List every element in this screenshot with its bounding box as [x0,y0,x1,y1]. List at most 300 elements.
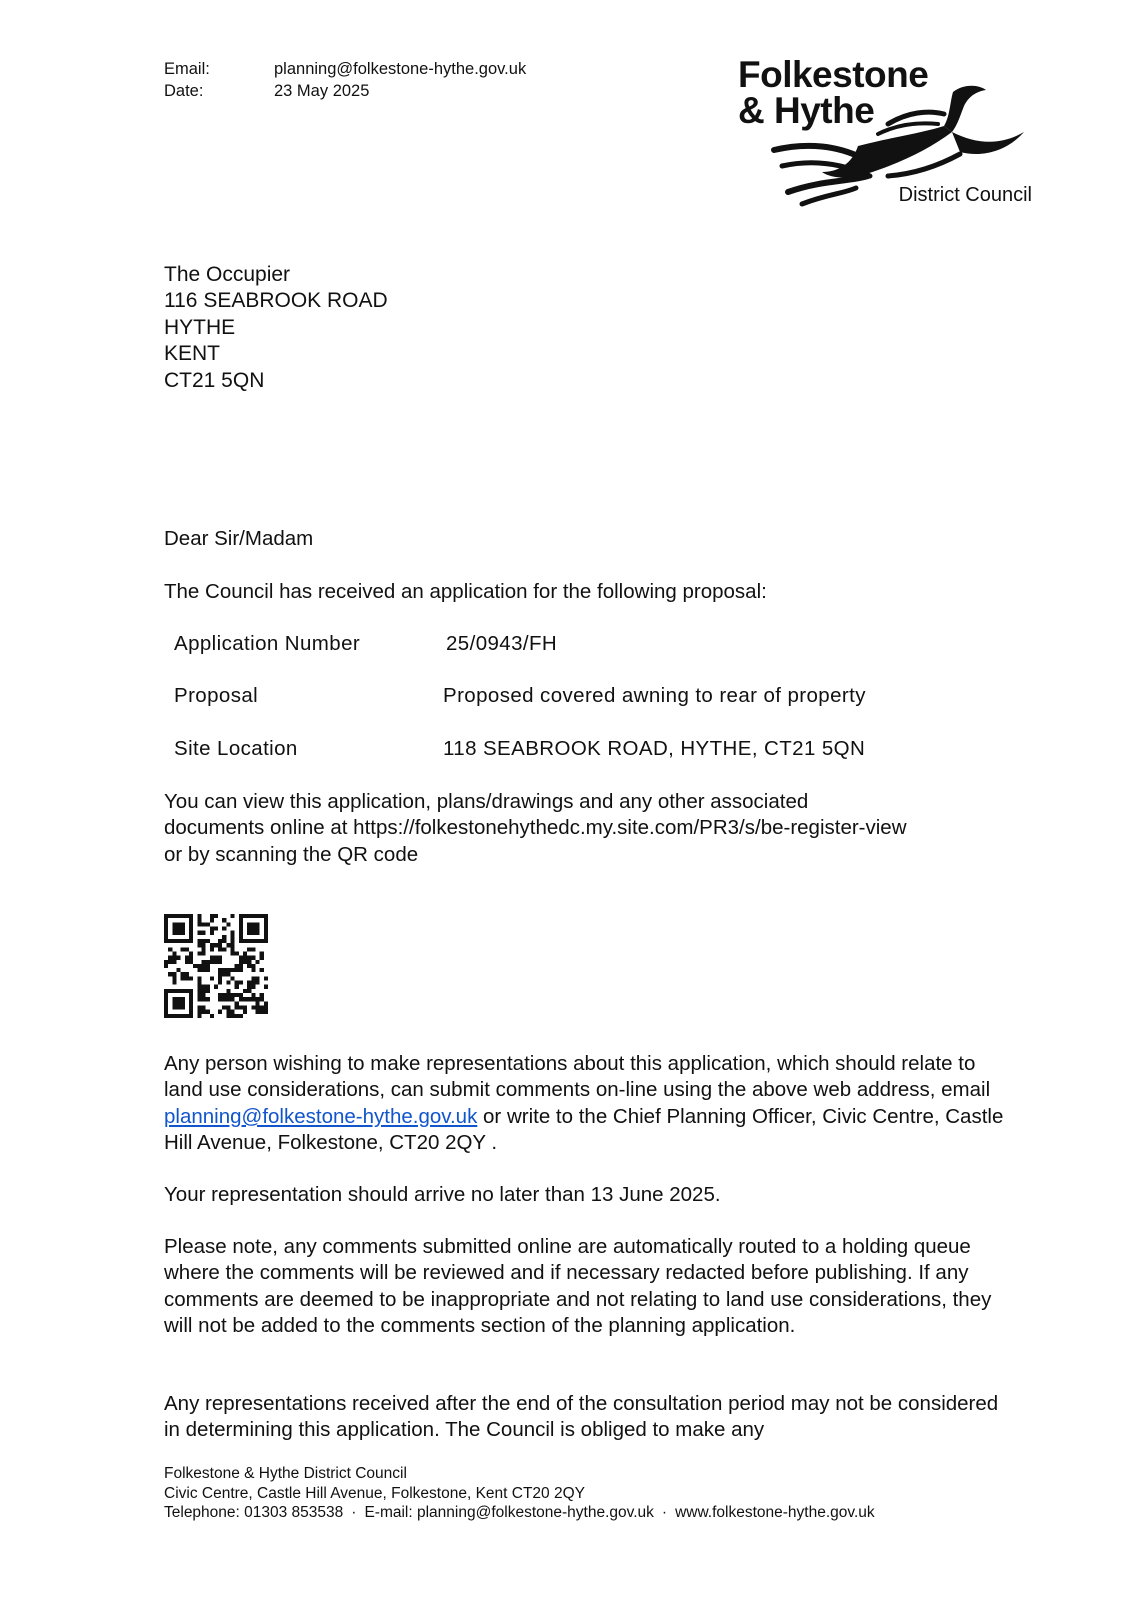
qr-module [164,989,168,993]
qr-module [222,935,226,939]
qr-module [206,989,210,993]
qr-module [176,1014,180,1018]
qr-module [256,1006,260,1010]
qr-module [235,964,239,968]
qr-module [235,951,239,955]
qr-module [239,922,243,926]
qr-module [181,1006,185,1010]
qr-module [172,976,176,980]
qr-module [189,1006,193,1010]
recipient-line-3: HYTHE [164,315,236,339]
qr-module [201,939,205,943]
qr-module [239,931,243,935]
qr-module [222,926,226,930]
qr-module [197,951,201,955]
qr-module [256,981,260,985]
footer-separator: · [661,1504,668,1521]
view-line-3: or by scanning the QR code [164,842,419,866]
qr-module [185,956,189,960]
qr-module [201,964,205,968]
qr-module [256,1010,260,1014]
qr-module [172,981,176,985]
qr-module [210,943,214,947]
qr-module [185,972,189,976]
qr-module [247,939,251,943]
detail-value-proposal: Proposed covered awning to rear of property [443,684,866,707]
qr-module [201,947,205,951]
qr-module [231,943,235,947]
date-label: Date: [164,82,204,100]
qr-module [260,951,264,955]
qr-module [243,951,247,955]
qr-module [197,922,201,926]
qr-module [231,931,235,935]
qr-module [189,939,193,943]
qr-module [164,939,168,943]
qr-module [214,956,218,960]
qr-module [197,985,201,989]
qr-module [235,1014,239,1018]
qr-module [197,1014,201,1018]
representations-text-1: Any person wishing to make representations about this application, which should relate to land use considerations, can submit comments on-line using the above web address, email [164,1052,991,1102]
qr-module [226,981,230,985]
qr-module [185,914,189,918]
qr-module [218,993,222,997]
qr-module [251,931,255,935]
qr-module [235,993,239,997]
qr-module [164,1014,168,1018]
qr-module [176,931,180,935]
qr-module [164,914,168,918]
qr-module [218,981,222,985]
qr-module [176,914,180,918]
qr-module [201,931,205,935]
qr-module [197,964,201,968]
qr-module [164,922,168,926]
qr-module [222,1006,226,1010]
qr-module [189,989,193,993]
qr-module [206,960,210,964]
qr-module [197,943,201,947]
qr-module [172,956,176,960]
qr-module [264,985,268,989]
salutation: Dear Sir/Madam [164,527,314,550]
qr-module [210,918,214,922]
qr-module [197,918,201,922]
header-email-row [164,58,526,80]
qr-module [231,976,235,980]
qr-module [260,939,264,943]
qr-module [181,922,185,926]
qr-module [181,989,185,993]
qr-module [164,964,168,968]
qr-module [264,931,268,935]
qr-module [251,997,255,1001]
recipient-line-2: 116 SEABROOK ROAD [164,289,388,313]
qr-module [218,943,222,947]
qr-module [201,922,205,926]
qr-module [251,926,255,930]
date-value: 23 May 2025 [274,82,370,100]
qr-module [197,981,201,985]
qr-module [189,956,193,960]
qr-module [189,914,193,918]
qr-module [201,985,205,989]
representations-text-2: or write to the Chief Planning Officer, Civic Centre, Castle Hill Avenue, Folkestone, CT20 2QY . [164,1104,1004,1155]
qr-module [239,918,243,922]
qr-module [189,997,193,1001]
qr-module [260,993,264,997]
view-online-paragraph [164,789,1064,868]
qr-module [201,1010,205,1014]
qr-module [239,960,243,964]
qr-module [218,956,222,960]
qr-module [231,1014,235,1018]
qr-module [168,939,172,943]
footer-email: E-mail: planning@folkestone-hythe.gov.uk [364,1504,654,1521]
qr-module [181,997,185,1001]
application-details [174,631,994,761]
detail-key-application-number: Application Number [174,632,361,655]
qr-module [201,943,205,947]
detail-value-application-number: 25/0943/FH [446,632,558,655]
qr-module [256,976,260,980]
qr-module [226,922,230,926]
qr-module [185,939,189,943]
qr-module [251,981,255,985]
qr-module [172,997,176,1001]
qr-module [231,947,235,951]
qr-module [239,939,243,943]
footer-address: Civic Centre, Castle Hill Avenue, Folkestone, Kent CT20 2QY [164,1484,585,1502]
qr-module [247,947,251,951]
qr-module [235,1006,239,1010]
logo-text-district-council: District Council [898,184,1032,206]
qr-module [185,976,189,980]
qr-module [222,993,226,997]
qr-module [256,939,260,943]
qr-module [181,947,185,951]
qr-module [176,1001,180,1005]
qr-module [172,960,176,964]
qr-module [206,985,210,989]
qr-module [239,1006,243,1010]
qr-module [256,997,260,1001]
qr-module [264,935,268,939]
qr-module [197,989,201,993]
qr-module [214,985,218,989]
qr-module [235,968,239,972]
qr-module [218,947,222,951]
qr-module [197,1010,201,1014]
qr-module [235,981,239,985]
qr-module [176,997,180,1001]
detail-value-site-location: 118 SEABROOK ROAD, HYTHE, CT21 5QN [443,737,866,760]
recipient-line-4: KENT [164,342,221,366]
qr-module [172,926,176,930]
qr-module [247,960,251,964]
qr-module [251,976,255,980]
qr-module [189,918,193,922]
qr-module [231,1010,235,1014]
qr-module [201,993,205,997]
representations-paragraph [164,1051,1004,1157]
qr-module [176,1006,180,1010]
qr-module [247,989,251,993]
qr-module [201,951,205,955]
recipient-address [164,262,388,394]
qr-module [176,956,180,960]
qr-module [251,964,255,968]
qr-module [176,926,180,930]
qr-module [264,926,268,930]
qr-module [210,914,214,918]
qr-module [218,1010,222,1014]
qr-module [264,1010,268,1014]
qr-module [189,951,193,955]
qr-module [218,968,222,972]
view-line-1: You can view this application, plans/drawings and any other associated [164,790,809,813]
qr-module [231,997,235,1001]
qr-module [197,931,201,935]
qr-module [206,922,210,926]
qr-module [172,989,176,993]
qr-module [239,968,243,972]
qr-module [218,997,222,1001]
qr-module [189,993,193,997]
qr-module [226,972,230,976]
qr-module [247,985,251,989]
qr-module [206,964,210,968]
qr-module [260,997,264,1001]
qr-module [243,1006,247,1010]
qr-module [189,931,193,935]
qr-module [251,968,255,972]
qr-module [176,989,180,993]
view-line-2: documents online at https://folkestonehythedc.my.site.com/PR3/s/be-register-view [164,816,907,840]
qr-module [168,972,172,976]
qr-module [206,939,210,943]
qr-module [239,926,243,930]
qr-module [222,997,226,1001]
qr-module [264,976,268,980]
qr-module [168,1014,172,1018]
qr-module [218,972,222,976]
qr-module [222,918,226,922]
qr-module [256,922,260,926]
qr-module [247,964,251,968]
qr-module [251,956,255,960]
qr-module [231,935,235,939]
qr-module [235,1001,239,1005]
qr-module [239,981,243,985]
qr-module [164,935,168,939]
qr-module [206,968,210,972]
qr-module [164,960,168,964]
recipient-line-1: The Occupier [164,263,291,286]
qr-module [185,1014,189,1018]
qr-module [164,918,168,922]
qr-module [210,947,214,951]
qr-module [164,931,168,935]
qr-module [197,939,201,943]
qr-module [189,1010,193,1014]
logo-text-hythe: & Hythe [738,90,875,131]
qr-module [260,1010,264,1014]
qr-module [181,972,185,976]
qr-module [256,926,260,930]
qr-module [247,931,251,935]
qr-module [172,1006,176,1010]
qr-module [185,960,189,964]
qr-module [239,956,243,960]
qr-module [168,956,172,960]
qr-module [181,931,185,935]
qr-module [264,1001,268,1005]
qr-module [164,1010,168,1014]
deadline-paragraph: Your representation should arrive no later than 13 June 2025. [164,1183,721,1206]
qr-module [247,981,251,985]
qr-module [214,926,218,930]
qr-module [247,956,251,960]
qr-module [189,926,193,930]
qr-module [247,926,251,930]
qr-module [185,947,189,951]
footer-council-name: Folkestone & Hythe District Council [164,1465,407,1482]
qr-module [193,964,197,968]
qr-module [189,922,193,926]
qr-module [189,976,193,980]
qr-module [210,1014,214,1018]
header-date-row [164,80,526,102]
qr-module [264,914,268,918]
qr-module [197,968,201,972]
qr-module [247,997,251,1001]
qr-module [201,960,205,964]
detail-key-proposal: Proposal [174,684,259,707]
qr-module [181,939,185,943]
qr-module [164,1001,168,1005]
qr-module [231,951,235,955]
qr-module [172,951,176,955]
qr-module [256,960,260,964]
qr-module [226,943,230,947]
qr-module [197,976,201,980]
planning-email-link[interactable]: planning@folkestone-hythe.gov.uk [164,1104,478,1128]
qr-module [214,914,218,918]
qr-module [197,1006,201,1010]
qr-module [260,968,264,972]
qr-module [251,947,255,951]
qr-module [231,993,235,997]
qr-module [243,939,247,943]
intro-paragraph: The Council has received an application for the following proposal: [164,580,767,603]
qr-module [264,918,268,922]
letter-header [164,58,526,102]
qr-module [201,1006,205,1010]
qr-module [235,985,239,989]
qr-module [222,939,226,943]
qr-module [264,922,268,926]
letter-footer [164,1464,875,1523]
late-representations-paragraph: Any representations received after the end of the consultation period may not be considered in determining this application. The Council is obliged to make any [164,1392,999,1442]
qr-module [185,989,189,993]
logo-text-folkestone: Folkestone [738,54,929,95]
qr-module [239,935,243,939]
qr-module [251,914,255,918]
qr-module [251,939,255,943]
qr-module [201,968,205,972]
qr-module [239,997,243,1001]
qr-module [181,914,185,918]
qr-module [214,943,218,947]
qr-module [164,1006,168,1010]
qr-module [251,1006,255,1010]
qr-module [231,914,235,918]
qr-module [181,926,185,930]
qr-module [260,956,264,960]
email-value: planning@folkestone-hythe.gov.uk [274,60,527,78]
qr-module [247,914,251,918]
qr-module [226,989,230,993]
qr-module [222,972,226,976]
qr-module [172,1001,176,1005]
qr-module [189,935,193,939]
qr-module [243,956,247,960]
qr-module [164,926,168,930]
qr-module [239,993,243,997]
recipient-line-5: CT21 5QN [164,368,265,392]
qr-module [256,931,260,935]
qr-module [172,931,176,935]
qr-module [247,922,251,926]
qr-module [172,972,176,976]
qr-module [243,989,247,993]
qr-module [168,989,172,993]
qr-module [251,922,255,926]
qr-module [231,939,235,943]
footer-telephone: Telephone: 01303 853538 [164,1504,344,1521]
qr-module [231,968,235,972]
qr-module [176,939,180,943]
qr-module [189,1014,193,1018]
qr-module [168,914,172,918]
qr-module [226,1014,230,1018]
qr-module [206,1010,210,1014]
qr-code[interactable] [164,914,268,1018]
qr-module [260,914,264,918]
qr-module [189,1001,193,1005]
qr-module [239,914,243,918]
qr-module [172,914,176,918]
qr-module [197,997,201,1001]
qr-module [226,993,230,997]
qr-module [256,1001,260,1005]
qr-module [264,939,268,943]
qr-module [251,993,255,997]
qr-module [172,922,176,926]
qr-module [222,947,226,951]
qr-module [168,947,172,951]
footer-contact-row [164,1503,875,1523]
qr-module [210,926,214,930]
qr-module [264,1006,268,1010]
qr-module [206,997,210,1001]
qr-module [218,976,222,980]
qr-module [201,997,205,1001]
qr-module [226,997,230,1001]
qr-module [197,914,201,918]
